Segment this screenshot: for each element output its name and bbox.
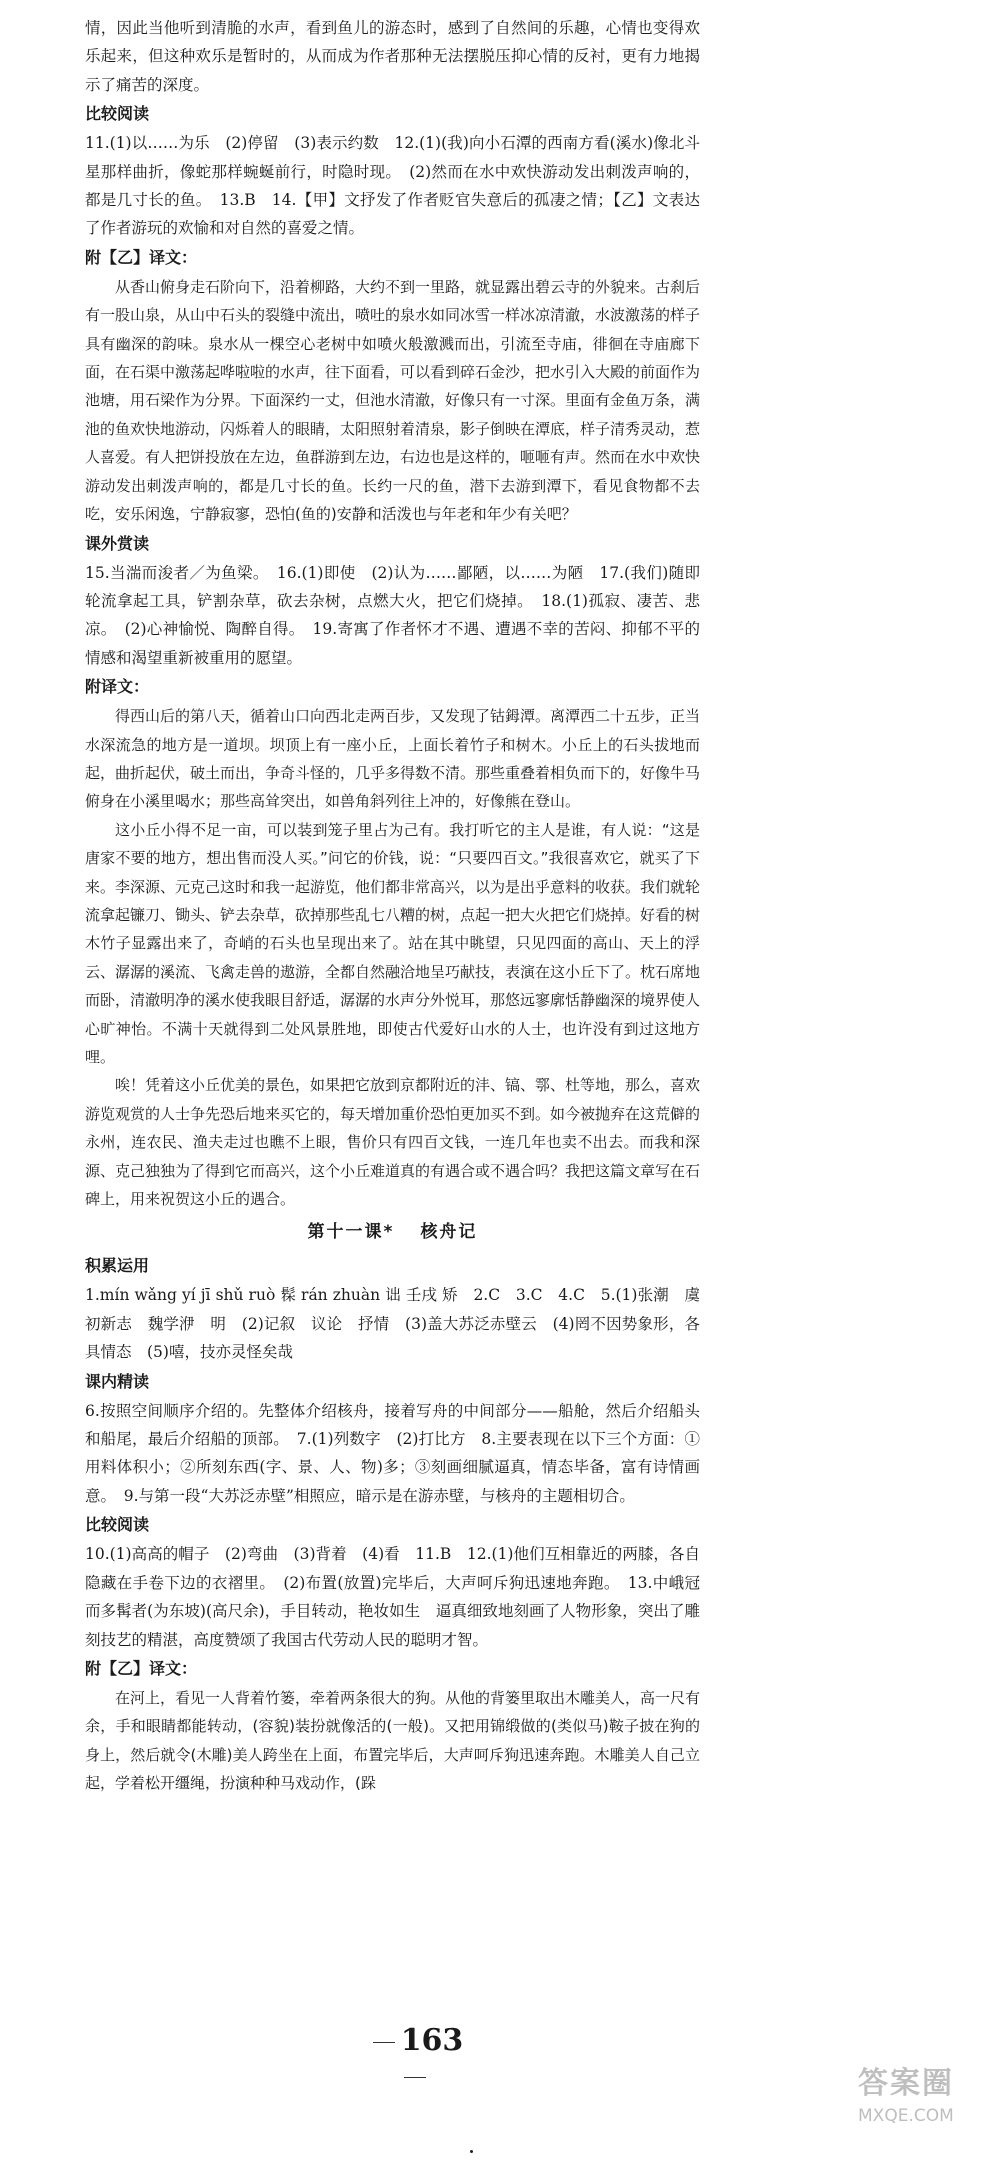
translation-paragraph: 得西山后的第八天，循着山口向西北走两百步，又发现了钴鉧潭。离潭西二十五步，正当水深流急的地方是一道坝。坝顶上有一座小丘，上面长着竹子和树木。小丘上的石头拔地而起，曲折起伏，破土而出，争奇斗怪的，几乎多得数不清。那些重叠着相负而下的，好像牛马俯身在小溪里喝水；那些高耸突出，如兽角斜列往上冲的，好像熊在登山。 bbox=[85, 707, 701, 811]
translation-paragraph: 在河上，看见一人背着竹篓，牵着两条很大的狗。从他的背篓里取出木雕美人，高一尺有余，手和眼睛都能转动，(容貌)装扮就像活的(一般)。又把用锦缎做的(类似马)鞍子披在狗的身上，然后就令(木雕)美人跨坐在上面，布置完毕后，大声呵斥狗迅速奔跑。木雕美人自己立起，学着松开缰绳，扮演种种马戏动作，(跺 bbox=[85, 1688, 701, 1793]
section-heading: 比较阅读 bbox=[85, 1515, 150, 1535]
answer-text: 11.(1)以……为乐 (2)停留 (3)表示约数 12.(1)(我)向小石潭的西南方看(溪水)像北斗星那样曲折，像蛇那样蜿蜒前行，时隐时现。 (2)然而在水中欢快游动发出刺泼声响的，都是几寸长的鱼。 13.B 14.【甲】文抒发了作者贬官失意后的孤凄之情；【乙】文表达了作者游玩的欢愉和对自然的喜爱之情。 bbox=[85, 134, 700, 238]
section-heading: 课内精读 bbox=[85, 1371, 150, 1391]
lesson-title bbox=[85, 1215, 700, 1249]
stray-dot bbox=[470, 2150, 473, 2153]
section-heading: 比较阅读 bbox=[85, 104, 150, 124]
translation-paragraph: 从香山俯身走石阶向下，沿着柳路，大约不到一里路，就显露出碧云寺的外貌来。古刹后有一股山泉，从山中石头的裂缝中流出，喷吐的泉水如同冰雪一样冰凉清澈，水波激荡的样子具有幽深的韵味。泉水从一棵空心老树中如喷火般激溅而出，引流至寺庙，徘徊在寺庙廊下面，在石渠中激荡起哗啦啦的水声，往下面看，可以看到碎石金沙，把水引入大殿的前面作为池塘，用石梁作为分界。下面深约一丈，但池水清澈，好像只有一寸深。里面有金鱼万条，满池的鱼欢快地游动，闪烁着人的眼睛，太阳照射着清泉，影子倒映在潭底，样子清秀灵动，惹人喜爱。有人把饼投放在左边，鱼群游到左边，右边也是这样的，咂咂有声。然而在水中欢快游动发出刺泼声响的，都是几寸长的鱼。长约一尺的鱼，潜下去游到潭下，看见食物都不去吃，安乐闲逸，宁静寂寥，恐怕(鱼的)安静和活泼也与年老和年少有关吧？ bbox=[85, 277, 701, 524]
watermark-logo: 答案圈 bbox=[858, 2066, 954, 2101]
answer-text: 情，因此当他听到清脆的水声，看到鱼儿的游态时，感到了自然间的乐趣，心情也变得欢乐起来，但这种欢乐是暂时的，从而成为作者那种无法摆脱压抑心情的反衬，更有力地揭示了痛苦的深度。 bbox=[85, 19, 700, 94]
page-number bbox=[360, 2023, 470, 2093]
lesson-name: 核舟记 bbox=[420, 1222, 478, 1243]
answer-text: 1.mín wǎng yí jī shǔ ruò 髹 rán zhuàn 诎 壬戌 矫 2.C 3.C 4.C 5.(1)张潮 虞初新志 魏学洢 明 (2)记叙 议论 抒情 (3)盖大苏泛赤壁云 (4)罔不因势象形，各具情态 (5)嘻，技亦灵怪矣哉 bbox=[85, 1286, 700, 1362]
section-heading: 课外赏读 bbox=[85, 533, 150, 553]
lesson-number: 第十一课* bbox=[307, 1222, 395, 1243]
dash-left bbox=[373, 2042, 395, 2043]
translation-heading: 附【乙】译文： bbox=[85, 1658, 198, 1678]
section-heading: 积累运用 bbox=[85, 1256, 150, 1276]
translation-heading: 附译文： bbox=[85, 677, 150, 697]
watermark-url: MXQE.COM bbox=[858, 2106, 954, 2126]
translation-heading: 附【乙】译文： bbox=[85, 247, 198, 267]
translation-paragraph: 这小丘小得不足一亩，可以装到笼子里占为己有。我打听它的主人是谁，有人说：“这是唐家不要的地方，想出售而没人买。”问它的价钱，说：“只要四百文。”我很喜欢它，就买了下来。李深源、元克己这时和我一起游览，他们都非常高兴，以为是出乎意料的收获。我们就轮流拿起镰刀、锄头、铲去杂草，砍掉那些乱七八糟的树，点起一把大火把它们烧掉。好看的树木竹子显露出来了，奇峭的石头也呈现出来了。站在其中眺望，只见四面的高山、天上的浮云、潺潺的溪流、飞禽走兽的遨游，全都自然融洽地呈巧献技，表演在这小丘下了。枕石席地而卧，清澈明净的溪水使我眼目舒适，潺潺的水声分外悦耳，那悠远寥廓恬静幽深的境界使人心旷神怡。不满十天就得到二处风景胜地，即使古代爱好山水的人士，也许没有到过这地方哩。 bbox=[85, 820, 701, 1066]
translation-paragraph: 唉！凭着这小丘优美的景色，如果把它放到京都附近的沣、镐、鄠、杜等地，那么，喜欢游览观赏的人士争先恐后地来买它的，每天增加重价恐怕更加买不到。如今被抛弃在这荒僻的永州，连农民、渔夫走过也瞧不上眼，售价只有四百文钱，一连几年也卖不出去。而我和深源、克己独独为了得到它而高兴，这个小丘难道真的有遇合或不遇合吗？我把这篇文章写在石碑上，用来祝贺这小丘的遇合。 bbox=[85, 1076, 701, 1209]
answer-text: 10.(1)高高的帽子 (2)弯曲 (3)背着 (4)看 11.B 12.(1)他们互相靠近的两膝，各自隐藏在手卷下边的衣褶里。 (2)布置(放置)完毕后，大声呵斥狗迅速地奔跑。 13.中峨冠而多髯者(为东坡)(高尺余)，手目转动，艳妆如生 逼真细致地刻画了人物形象，突出了雕刻技艺的精湛，高度赞颂了我国古代劳动人民的聪明才智。 bbox=[85, 1545, 700, 1649]
dash-right bbox=[404, 2077, 426, 2078]
answer-page bbox=[85, 14, 700, 1798]
answer-text: 6.按照空间顺序介绍的。先整体介绍核舟，接着写舟的中间部分——船舱，然后介绍船头和船尾，最后介绍船的顶部。 7.(1)列数字 (2)打比方 8.主要表现在以下三个方面：①用料体积小；②所刻东西(字、景、人、物)多；③刻画细腻逼真，情态毕备，富有诗情画意。 9.与第一段“大苏泛赤壁”相照应，暗示是在游赤壁，与核舟的主题相切合。 bbox=[85, 1401, 700, 1505]
watermark bbox=[858, 2058, 998, 2158]
answer-text: 15.当湍而浚者／为鱼梁。 16.(1)即使 (2)认为……鄙陋，以……为陋 17.(我们)随即轮流拿起工具，铲割杂草，砍去杂树，点燃大火，把它们烧掉。 18.(1)孤寂、凄苦、悲凉。 (2)心神愉悦、陶醉自得。 19.寄寓了作者怀才不遇、遭遇不幸的苦闷、抑郁不平的情感和渴望重新被重用的愿望。 bbox=[85, 563, 700, 667]
page-number-text: 163 bbox=[400, 2023, 464, 2058]
